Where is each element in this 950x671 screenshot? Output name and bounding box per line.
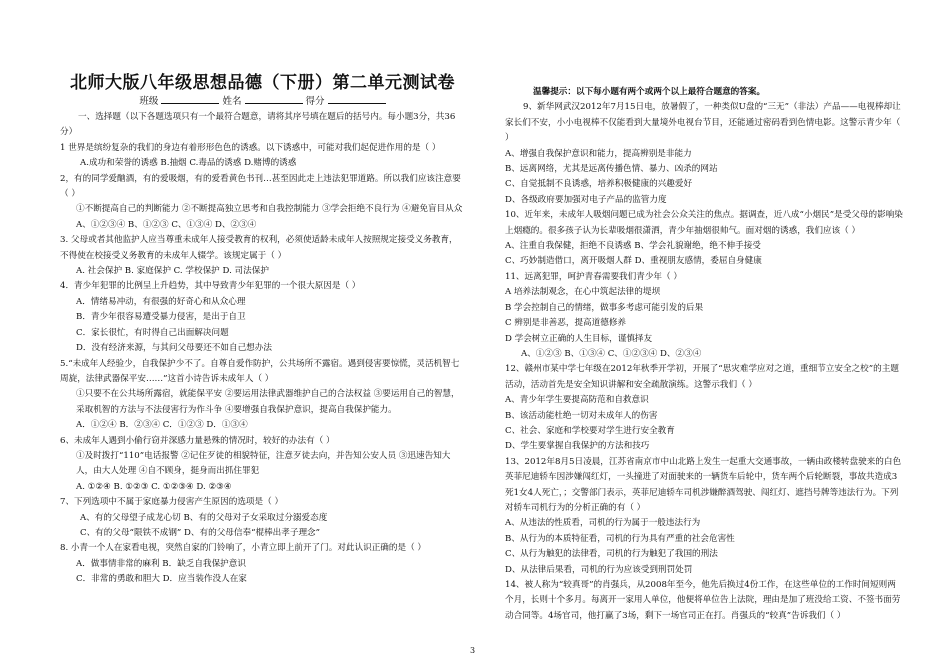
right-line-23: D、从法律后果看，司机的行为应该受到刑罚处罚 xyxy=(505,564,693,575)
right-column xyxy=(505,85,903,624)
right-line-22: C、从行为触犯的法律看，司机的行为触犯了我国的刑法 xyxy=(505,549,718,560)
left-line-7: A. 社会保护 B. 家庭保护 C. 学校保护 D. 司法保护 xyxy=(76,266,269,277)
left-line-3: 2，有的同学爱酗酒，有的爱吸烟，有的爱看黄色书刊…甚至因此走上违法犯罪道路。所以我们应该注意要 （ ） xyxy=(60,173,461,200)
right-line-15: A、青少年学生要提高防范和自救意识 xyxy=(505,395,649,406)
right-line-11: C 辨别是非善恶，提高道德修养 xyxy=(505,318,627,329)
left-line-8: 4．青少年犯罪的比例呈上升趋势，其中导致青少年犯罪的一个很大原因是（ ） xyxy=(60,281,361,292)
right-line-0: 9、新华网武汉2012年7月15日电，放暑假了，一种类似U盘的“三无”（非法）产品——电视棒却让家长们不安，小小电视棒不仅能看到大量境外电视台节目，还能通过密码看到色情电影。这警示青少年（ ） xyxy=(505,102,901,144)
right-line-2: B、远离网络，尤其是远离传播色情、暴力、凶杀的网站 xyxy=(505,164,718,175)
right-line-24: 14、被人称为“较真哥”的肖强兵，从2008年至今，他先后换过4份工作，在这些单位的工作时间短则两个月，长则十个多月。每离开一家用人单位，他便将单位告上法院，理由是加了班没给工资、不签书面劳动合同等。4场官司，他打赢了3场，剩下一场官司正在打。肖强兵的“较真”告诉我们（ ） xyxy=(505,580,901,621)
left-line-2: A.成功和荣誉的诱惑 B.抽烟 C.毒品的诱惑 D.赌博的诱惑 xyxy=(80,158,297,169)
tip-line: 温馨提示：以下每小题有两个或两个以上最符合题意的答案。 xyxy=(533,87,766,97)
left-line-4: ①不断提高自己的判断能力 ②不断提高独立思考和自我控制能力 ③学会拒绝不良行为 ④避免盲目从众 xyxy=(76,204,463,215)
right-line-9: A 培养法制观念，在心中筑起法律的堤坝 xyxy=(505,287,661,298)
page-number: 3 xyxy=(470,646,476,655)
left-line-13: 5.“未成年人经验少，自我保护少不了。自尊自爱作防护，公共场所不露宿。遇到侵害要惊慌，灵活机智七周旋，法律武器保平安……”这首小诗告诉未成年人（ ） xyxy=(60,358,460,384)
right-line-7: C、巧妙制造借口，离开吸烟人群 D、重视朋友感情，委屈自身健康 xyxy=(505,256,762,267)
right-line-18: D、学生要掌握自我保护的方法和技巧 xyxy=(505,441,650,452)
left-column xyxy=(60,110,465,588)
student-info-line xyxy=(60,93,465,107)
right-line-17: C、社会、家庭和学校要对学生进行安全教育 xyxy=(505,425,675,436)
page-title: 北师大版八年级思想品德（下册）第二单元测试卷 xyxy=(70,73,455,93)
class-label: 班级 xyxy=(139,96,159,107)
left-line-15: A．①②④ B．②③④ C．①②③ D．①③④ xyxy=(76,420,248,431)
name-label: 姓名 xyxy=(222,96,242,107)
right-line-5: 10、近年来，未成年人吸烟问题已成为社会公众关注的焦点。据调查，近八成“小烟民”是受父母的影响染上烟瘾的。很多孩子认为长辈吸烟很潇洒，青少年抽烟很帅气。面对烟的诱惑，我们应该（ ） xyxy=(505,210,903,236)
right-line-10: B 学会控制自己的情绪，做事多考虑可能引发的后果 xyxy=(505,302,704,313)
right-line-3: C、自觉抵制不良诱惑，培养积极健康的兴趣爱好 xyxy=(505,179,693,190)
left-line-11: C．家长很忙，有时得自己出面解决问题 xyxy=(76,327,229,338)
right-line-21: B、从行为的本质特征看，司机的行为具有严重的社会危害性 xyxy=(505,533,735,544)
left-line-22: 8. 小青一个人在家看电视，突然自家的门铃响了，小青立即上前开了门。对此认识正确的是（ ） xyxy=(60,543,427,554)
name-blank[interactable] xyxy=(245,93,303,104)
left-line-16: 6、未成年人遇到小偷行窃并深感力量悬殊的情况时，较好的办法有（ ） xyxy=(60,435,335,446)
right-line-20: A、从违法的性质看，司机的行为属于一般违法行为 xyxy=(505,518,701,529)
left-line-24: C．非常的勇敢和胆大 D．应当装作没人在家 xyxy=(76,574,247,585)
left-line-6: 3. 父母或者其他监护人应当尊重未成年人接受教育的权利，必须使适龄未成年人按照规定接受义务教育，不得使在校接受义务教育的未成年人辍学。该规定属于（ ） xyxy=(60,235,458,261)
left-line-0: 一、选择题（以下各题选项只有一个最符合题意，请将其序号填在题后的括号内。每小题3分，共36分） xyxy=(60,112,456,138)
right-line-12: D 学会树立正确的人生目标，谨慎择友 xyxy=(505,333,653,344)
left-line-18: A. ①②④ B. ①②③ C. ①②③④ D. ②③④ xyxy=(76,481,232,492)
score-label: 得分 xyxy=(305,96,325,107)
right-line-8: 11、远离犯罪，呵护青春需要我们青少年（ ） xyxy=(505,271,682,282)
score-blank[interactable] xyxy=(328,93,386,104)
class-blank[interactable] xyxy=(161,93,219,104)
left-line-17: ①及时拨打“110”电话报警 ②记住歹徒的相貌特征，注意歹徒去向，并告知公安人员 ③迅速告知大人，由大人处理 ④自不顾身，挺身而出抓住罪犯 xyxy=(76,450,451,477)
left-line-19: 7、下列选项中不属于家庭暴力侵害产生原因的选项是（ ） xyxy=(60,497,284,508)
right-line-6: A、注重自我保健，拒绝不良诱惑 B、学会礼貌谢绝，绝不伸手接受 xyxy=(505,241,761,252)
left-line-21: C、有的父母“限铁不成钢” D、有的父母信奉“棍棒出孝子理念” xyxy=(80,527,321,538)
left-line-23: A．做事情非常的麻利 B．缺乏自我保护意识 xyxy=(76,558,246,569)
right-line-19: 13、2012年8月5日凌晨，江苏省南京市中山北路上发生一起重大交通事故，一辆由政楼转盘驶来的白色英菲尼迪轿车因涉嫌闯红灯，一头撞进了对面驶来的一辆货车后轮中，货车两个后轮断裂，事故共造成3死1女4人死亡，；交警部门表示，英菲尼迪轿车司机涉嫌醉酒驾驶、闯红灯、遮挡号牌等违法行为。下列对轿车司机行为的分析正确的有（ ） xyxy=(505,456,902,513)
right-line-13: A、①②③ B、①③④ C、①②③④ D、②③④ xyxy=(521,348,702,359)
left-line-9: A．情绪易冲动，有很强的好奇心和从众心理 xyxy=(76,296,246,307)
left-line-12: D．没有经济来源，与其问父母要还不如自己想办法 xyxy=(76,343,272,354)
left-line-10: B．青少年很容易遭受暴力侵害，是出于自卫 xyxy=(76,312,246,323)
left-line-14: ①只要不在公共场所露宿，就能保平安 ②要运用法律武器维护自己的合法权益 ③要运用自己的智慧，采取机智的方法与不法侵害行为作斗争 ④要增强自我保护意识，提高自我保护能力。 xyxy=(76,389,460,415)
right-line-14: 12、赣州市某中学七年级在2012年秋季开学初，开展了“思灾难学应对之道，重细节立安全之校”的主题活动，活动首先是安全知识讲解和安全疏散演练。这警示我们（ ） xyxy=(505,364,899,390)
right-line-1: A、增强自我保护意识和能力，提高辨别是非能力 xyxy=(505,148,692,159)
right-line-4: D、各级政府要加强对电子产品的监管力度 xyxy=(505,194,667,205)
left-line-20: A、有的父母望子成龙心切 B、有的父母对子女采取过分溺爱态度 xyxy=(80,512,328,523)
left-line-5: A、①②③④ B、①②③ C、①③④ D、②③④ xyxy=(76,219,257,230)
left-line-1: 1 世界是缤纷复杂的我们的身边有着形形色色的诱惑。以下诱惑中，可能对我们起促进作用的是（ ） xyxy=(60,142,441,153)
right-line-16: B、该活动能杜绝一切对未成年人的伤害 xyxy=(505,410,658,421)
